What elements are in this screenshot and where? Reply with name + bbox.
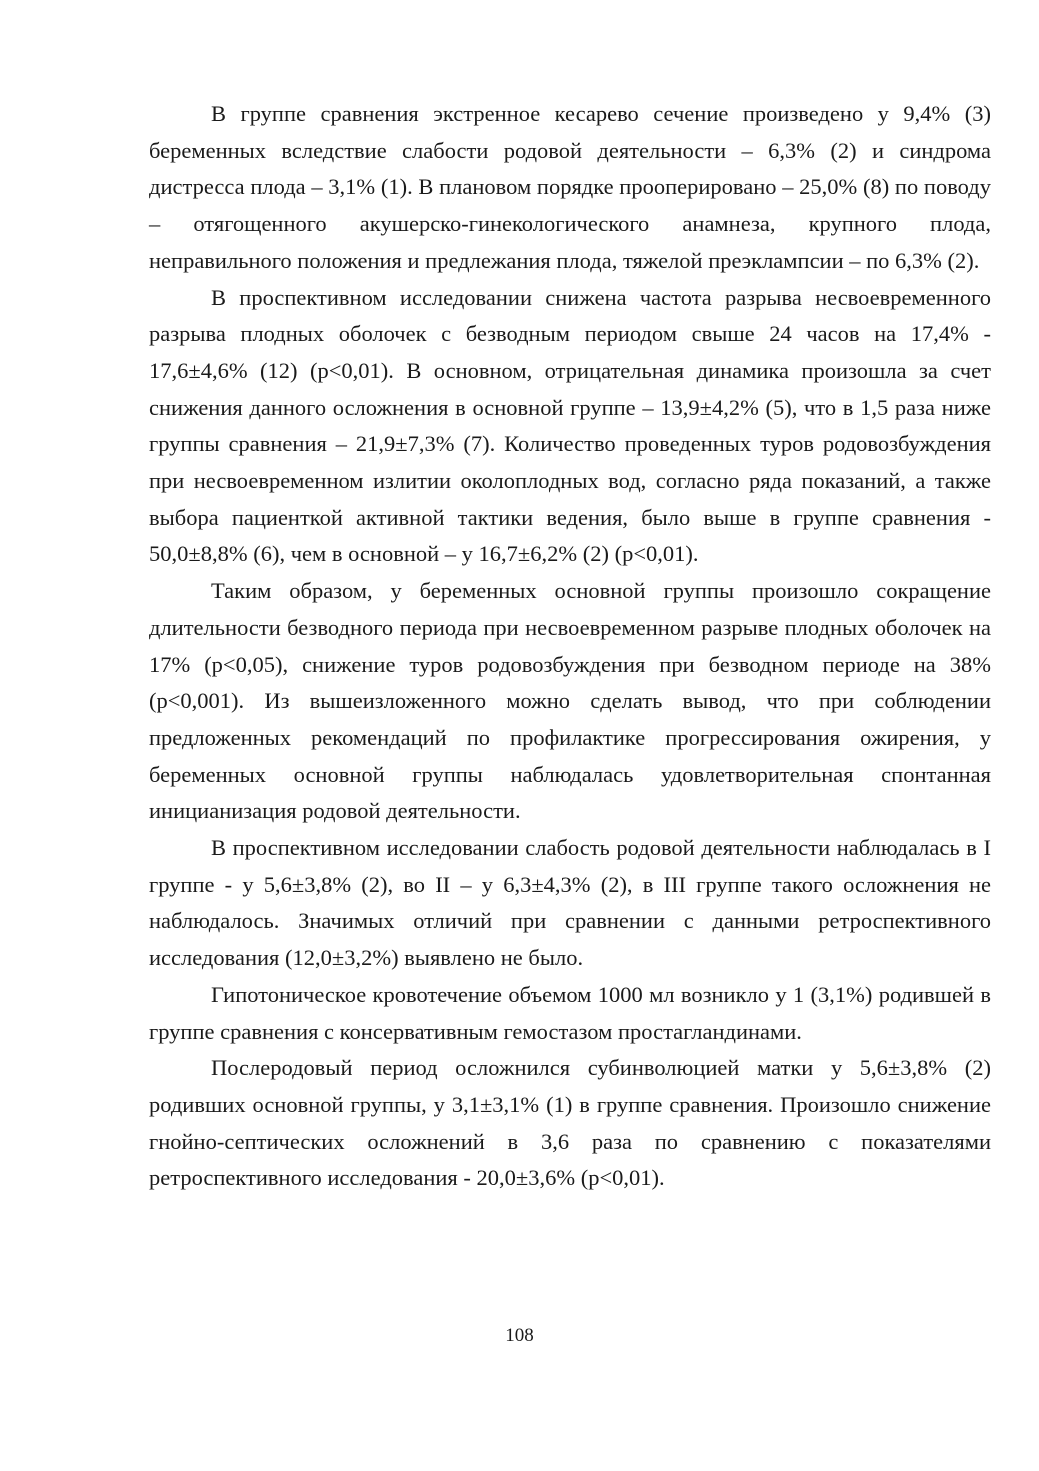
paragraph-labor-weakness: В проспективном исследовании слабость родовой деятельности наблюдалась в I группе - у 5,6±3,8% (2), во II – у 6,3±4,3% (2), в III группе такого осложнения не наблюдалось. Значимых отличий при сравнении с данными ретроспективного исследования (12,0±3,2%) выявлено не было. bbox=[149, 835, 991, 971]
paragraph-postpartum: Послеродовый период осложнился субинволюцией матки у 5,6±3,8% (2) родивших основной группы, у 3,1±3,1% (1) в группе сравнения. Произошло снижение гнойно-септических осложнений в 3,6 раза по сравнению с показателями ретроспективного исследования - 20,0±3,6% (p<0,01). bbox=[149, 1055, 991, 1191]
paragraph-cesarean: В группе сравнения экстренное кесарево сечение произведено у 9,4% (3) беременных вследствие слабости родовой деятельности – 6,3% (2) и синдрома дистресса плода – 3,1% (1). В плановом порядке прооперировано – 25,0% (8) по поводу – отягощенного акушерско-гинекологического анамнеза, крупного плода, неправильного положения и предлежания плода, тяжелой преэклампсии – по 6,3% (2). bbox=[149, 101, 991, 273]
paragraph-membrane-rupture: В проспективном исследовании снижена частота разрыва несвоевременного разрыва плодных оболочек с безводным периодом свыше 24 часов на 17,4% - 17,6±4,6% (12) (p<0,01). В основном, отрицательная динамика произошла за счет снижения данного осложнения в основной группе – 13,9±4,2% (5), что в 1,5 раза ниже группы сравнения – 21,9±7,3% (7). Количество проведенных туров родовозбуждения при несвоевременном излитии околоплодных вод, согласно ряда показаний, а также выбора пациенткой активной тактики ведения, было выше в группе сравнения - 50,0±8,8% (6), чем в основной – у 16,7±6,2% (2) (p<0,01). bbox=[149, 284, 991, 567]
paragraph-conclusion: Таким образом, у беременных основной группы произошло сокращение длительности безводного периода при несвоевременном разрыве плодных оболочек на 17% (p<0,05), снижение туров родовозбуждения при безводном периоде на 38% (p<0,001). Из вышеизложенного можно сделать вывод, что при соблюдении предложенных рекомендаций по профилактике прогрессирования ожирения, у беременных основной группы наблюдалась удовлетворительная спонтанная иницианизация родовой деятельности. bbox=[149, 578, 991, 824]
body-text bbox=[149, 96, 991, 1197]
page-number: 108 bbox=[505, 1325, 534, 1346]
paragraph-hemorrhage: Гипотоническое кровотечение объемом 1000 мл возникло у 1 (3,1%) родившей в группе сравнения с консервативным гемостазом простагландинами. bbox=[149, 981, 991, 1044]
